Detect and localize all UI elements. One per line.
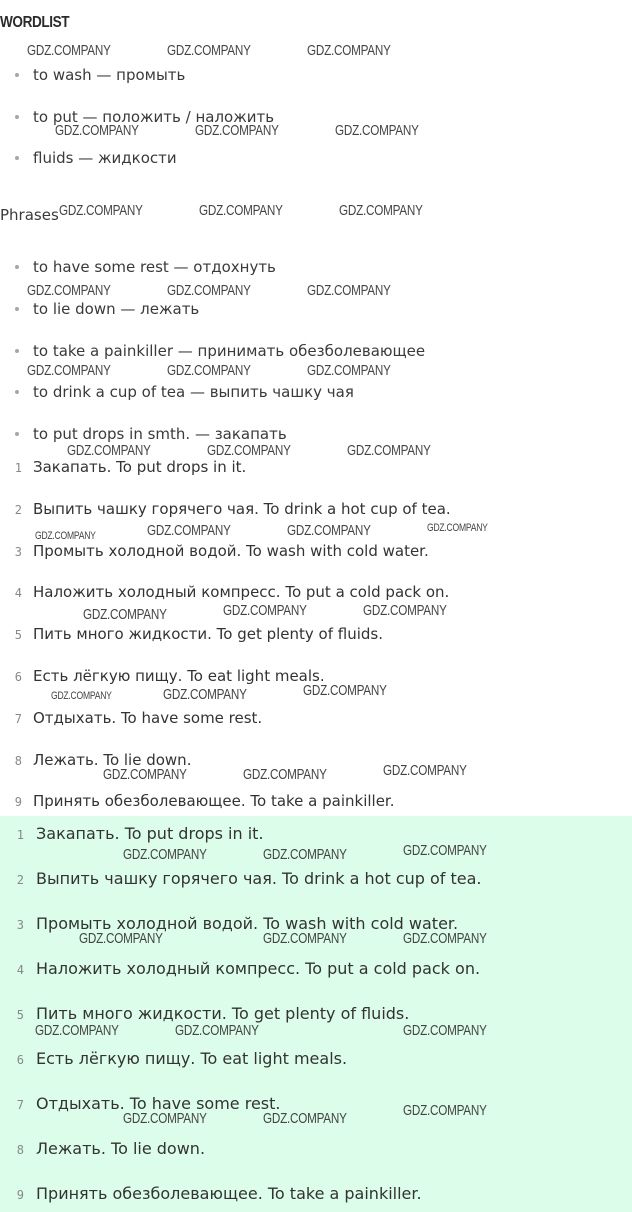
numbered-item [0,913,458,935]
watermark: GDZ.COMPANY [303,682,387,699]
list-item-text: to put drops in smth. — закапать [33,425,287,443]
watermark: GDZ.COMPANY [35,530,96,542]
numbered-item [0,790,395,812]
watermark: GDZ.COMPANY [35,1022,119,1039]
numbered-item [0,498,451,520]
item-number: 1 [16,828,24,842]
numbered-item [0,707,262,729]
watermark: GDZ.COMPANY [167,282,251,299]
list-item [15,65,185,85]
watermark: GDZ.COMPANY [263,930,347,947]
watermark: GDZ.COMPANY [403,1022,487,1039]
watermark: GDZ.COMPANY [307,282,391,299]
watermark: GDZ.COMPANY [123,1110,207,1127]
numbered-item [0,1048,347,1070]
watermark: GDZ.COMPANY [27,282,111,299]
item-number: 5 [14,628,22,642]
numbered-item [0,1183,422,1205]
item-text: Пить много жидкости. To get plenty of fluids. [36,1004,410,1023]
watermark: GDZ.COMPANY [223,602,307,619]
list-item-text: to drink a cup of tea — выпить чашку чая [33,383,354,401]
numbered-item [0,1138,205,1160]
list-item-text: fluids — жидкости [33,149,177,167]
item-text: Принять обезболевающее. To take a painkiller. [36,1184,422,1203]
bullet-icon [15,390,19,394]
item-number: 1 [14,461,22,475]
list-item-text: to wash — промыть [33,66,186,84]
watermark: GDZ.COMPANY [307,42,391,59]
numbered-item [0,1093,280,1115]
watermark: GDZ.COMPANY [243,766,327,783]
numbered-item [0,958,480,980]
watermark: GDZ.COMPANY [175,1022,259,1039]
watermark: GDZ.COMPANY [51,690,112,702]
wordlist-heading: WORDLIST [0,14,70,31]
bullet-icon [15,349,19,353]
item-text: Наложить холодный компресс. To put a cold pack on. [36,959,481,978]
item-text: Лежать. To lie down. [36,1139,206,1158]
watermark: GDZ.COMPANY [207,442,291,459]
watermark: GDZ.COMPANY [427,522,488,534]
item-text: Есть лёгкую пищу. To eat light meals. [36,1049,348,1068]
item-text: Закапать. To put drops in it. [33,458,247,476]
item-text: Закапать. To put drops in it. [36,824,264,843]
numbered-item [0,456,246,478]
watermark: GDZ.COMPANY [403,930,487,947]
numbered-item [0,868,482,890]
item-text: Наложить холодный компресс. To put a cold pack on. [33,583,450,601]
item-text: Есть лёгкую пищу. To eat light meals. [33,667,325,685]
watermark: GDZ.COMPANY [27,362,111,379]
item-number: 9 [14,795,22,809]
phrases-heading: Phrases [0,206,59,224]
watermark: GDZ.COMPANY [339,202,423,219]
list-item-text: to have some rest — отдохнуть [33,258,276,276]
bullet-icon [15,115,19,119]
item-number: 4 [14,586,22,600]
item-number: 5 [16,1008,24,1022]
numbered-item [0,665,325,687]
watermark: GDZ.COMPANY [163,686,247,703]
list-item [15,257,276,277]
watermark: GDZ.COMPANY [263,1110,347,1127]
numbered-item [0,749,191,771]
bullet-icon [15,265,19,269]
item-text: Принять обезболевающее. To take a painkiller. [33,792,395,810]
bullet-icon [15,156,19,160]
watermark: GDZ.COMPANY [335,122,419,139]
list-item [15,424,287,444]
watermark: GDZ.COMPANY [263,846,347,863]
bullet-icon [15,432,19,436]
item-number: 8 [16,1143,24,1157]
item-text: Выпить чашку горячего чая. To drink a hot cup of tea. [36,869,482,888]
watermark: GDZ.COMPANY [383,762,467,779]
item-number: 3 [14,545,22,559]
item-text: Пить много жидкости. To get plenty of fluids. [33,625,384,643]
numbered-item [0,823,264,845]
watermark: GDZ.COMPANY [123,846,207,863]
item-text: Промыть холодной водой. To wash with cold water. [36,914,459,933]
list-item-text: to put — положить / наложить [33,108,275,126]
watermark: GDZ.COMPANY [287,522,371,539]
item-number: 8 [14,754,22,768]
item-number: 4 [16,963,24,977]
watermark: GDZ.COMPANY [195,122,279,139]
list-item [15,341,425,361]
item-number: 3 [16,918,24,932]
list-item [15,148,177,168]
watermark: GDZ.COMPANY [403,1102,487,1119]
list-item [15,299,199,319]
watermark: GDZ.COMPANY [167,42,251,59]
numbered-item [0,1003,409,1025]
answer-box [0,816,632,1212]
item-text: Лежать. To lie down. [33,751,192,769]
watermark: GDZ.COMPANY [147,522,231,539]
item-text: Отдыхать. To have some rest. [33,709,263,727]
watermark: GDZ.COMPANY [347,442,431,459]
list-item-text: to lie down — лежать [33,300,200,318]
item-number: 6 [14,670,22,684]
watermark: GDZ.COMPANY [83,606,167,623]
numbered-item [0,540,429,562]
watermark: GDZ.COMPANY [55,122,139,139]
item-text: Отдыхать. To have some rest. [36,1094,281,1113]
watermark: GDZ.COMPANY [27,42,111,59]
watermark: GDZ.COMPANY [79,930,163,947]
item-number: 2 [14,503,22,517]
watermark: GDZ.COMPANY [59,202,143,219]
item-number: 9 [16,1188,24,1202]
item-text: Выпить чашку горячего чая. To drink a hot cup of tea. [33,500,451,518]
numbered-item [0,623,383,645]
watermark: GDZ.COMPANY [67,442,151,459]
list-item [15,382,354,402]
item-text: Промыть холодной водой. To wash with cold water. [33,542,429,560]
watermark: GDZ.COMPANY [363,602,447,619]
watermark: GDZ.COMPANY [403,842,487,859]
item-number: 7 [16,1098,24,1112]
bullet-icon [15,307,19,311]
list-item-text: to take a painkiller — принимать обезболевающее [33,342,426,360]
item-number: 2 [16,873,24,887]
item-number: 7 [14,712,22,726]
list-item [15,107,274,127]
watermark: GDZ.COMPANY [103,766,187,783]
watermark: GDZ.COMPANY [167,362,251,379]
item-number: 6 [16,1053,24,1067]
bullet-icon [15,73,19,77]
watermark: GDZ.COMPANY [199,202,283,219]
watermark: GDZ.COMPANY [307,362,391,379]
numbered-item [0,581,449,603]
